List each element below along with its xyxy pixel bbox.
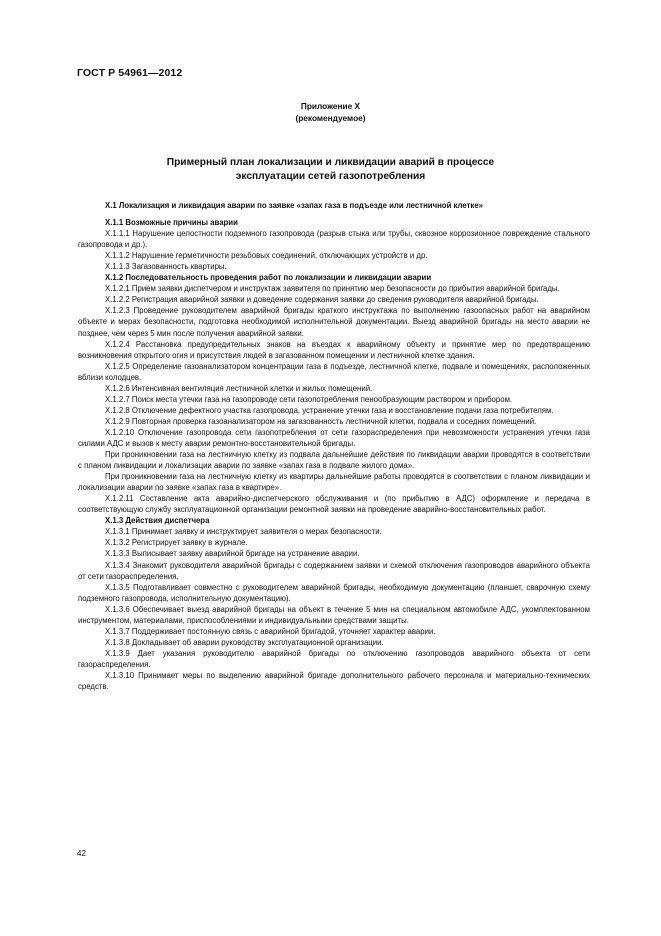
standard-designation: ГОСТ Р 54961—2012 (77, 67, 183, 79)
paragraph: Х.1.1.1 Нарушение целостности подземного газопровода (разрыв стыка или трубы, сквозное коррозионное повреждение стального газопровода и др.). (78, 229, 590, 250)
paragraph: Х.1.3.2 Регистрирует заявку в журнале. (105, 538, 248, 548)
paragraph: При проникновении газа на лестничную клетку из квартиры дальнейшие работы проводятся в соответствии с планом ликвидации и локализации аварии по заявке «запах газа в квартире». (78, 472, 590, 493)
paragraph: Х.1.3.6 Обеспечивает выезд аварийной бригады на объект в течение 5 мин на специальном автомобиле АДС, укомплектованном инструментом, материалами, приспособлениями и индивидуальными средствами защиты. (78, 604, 590, 625)
paragraph: Х.1.3.8 Докладывает об аварии руководству эксплуатационной организации. (105, 637, 384, 647)
paragraph: Х.1.2.6 Интенсивная вентиляция лестничной клетки и жилых помещений. (105, 383, 373, 393)
document-body (78, 200, 590, 692)
paragraph: Х.1.3.3 Выписывает заявку аварийной бригаде на устранение аварии. (105, 549, 360, 559)
annex-title: Приложение Х (300, 101, 361, 111)
subsection-heading: Х.1.3 Действия диспетчера (105, 516, 210, 526)
paragraph: Х.1.3.7 Поддерживает постоянную связь с аварийной бригадой, уточняет характер аварии. (105, 626, 436, 636)
paragraph: Х.1.3.5 Подготавливает совместно с руководителем аварийной бригады, необходимую документацию (планшет, сварочную схему подземного газопровода, исполнительную документацию). (78, 582, 590, 603)
page-number: 42 (77, 849, 86, 858)
paragraph: Х.1.1.2 Нарушение герметичности резьбовых соединений, отключающих устройств и др. (105, 251, 428, 261)
paragraph: Х.1.2.8 Отключение дефектного участка газопровода, устранение утечки газа и восстановление подачи газа потребителям. (105, 405, 554, 415)
document-title (0, 156, 661, 184)
paragraph: Х.1.2.9 Повторная проверка газоанализатором на загазованность лестничной клетки, подвала и соседних помещений. (105, 416, 537, 426)
paragraph: Х.1.1.3 Загазованность квартиры. (105, 262, 227, 272)
paragraph: Х.1.2.2 Регистрация аварийной заявки и доведение содержания заявки до сведения руководителя аварийной бригады. (105, 295, 539, 305)
paragraph: Х.1.3.4 Знакомит руководителя аварийной бригады с содержанием заявки и схемой отключения газопроводов аварийного объекта от сети газораспределения. (78, 560, 590, 581)
annex-heading (0, 100, 661, 124)
paragraph: Х.1.2.10 Отключение газопровода сети газопотребления от сети газораспределения при невозможности устранения утечки газа силами АДС и вызов к месту аварии ремонтно-восстановительной бригады. (78, 427, 590, 448)
paragraph: Х.1.2.1 Прием заявки диспетчером и инструктаж заявителя по принятию мер безопасности до прибытия аварийной бригады. (105, 284, 560, 294)
paragraph: Х.1.3.9 Дает указания руководителю аварийной бригады по отключению газопроводов аварийного объекта от сети газораспределения. (78, 648, 590, 669)
paragraph: Х.1.3.1 Принимает заявку и инструктирует заявителя о мерах безопасности. (105, 527, 382, 537)
paragraph: Х.1.2.5 Определение газоанализатором концентрации газа в подъезде, лестничной клетке, подвале и помещениях, расположенных вблизи колодцев. (78, 361, 590, 382)
document-title-line-2: эксплуатации сетей газопотребления (235, 171, 426, 182)
paragraph: Х.1.2.4 Расстановка предупредительных знаков на въездах к аварийному объекту и принятие мер по предотвращению возникновения открытого огня и присутствия людей в загазованном помещении и лестничной клетке здания. (78, 339, 590, 360)
paragraph: Х.1.3.10 Принимает меры по выделению аварийной бригаде дополнительного рабочего персонала и материально-технических средств. (78, 670, 590, 692)
subsection-heading: Х.1.1 Возможные причины аварии (105, 218, 238, 228)
paragraph: Х.1.2.3 Проведение руководителем аварийной бригады краткого инструктажа по выполнению газоопасных работ на аварийном объекте и мерах безопасности, подготовка необходимой исполнительной документации. Выезд аварийной бригады на место аварии не позднее, чем через 5 мин после получения аварийной заявки. (78, 306, 590, 338)
document-title-line-1: Примерный план локализации и ликвидации аварий в процессе (166, 157, 495, 168)
paragraph: Х.1.2.7 Поиск места утечки газа на газопроводе сети газопотребления пенообразующим раствором и прибором. (105, 394, 513, 404)
paragraph: Х.1.2.11 Составление акта аварийно-диспетчерского обслуживания и (по прибытию в АДС) оформление и передача в соответствующую службу эксплуатационной организации ремонтной заявки на проведение аварийно-восстановительных работ. (78, 494, 590, 515)
subsection-heading: Х.1.2 Последовательность проведения работ по локализации и ликвидации аварии (105, 273, 432, 283)
section-heading: Х.1 Локализация и ликвидация аварии по заявке «запах газа в подъезде или лестничной клетке» (105, 201, 484, 210)
paragraph: При проникновении газа на лестничную клетку из подвала дальнейшие действия по ликвидации аварии проводятся в соответствии с планом ликвидации и локализации аварии по заявке «запах газа в подвале жилого дома». (78, 450, 590, 471)
annex-status: (рекомендуемое) (295, 113, 366, 123)
